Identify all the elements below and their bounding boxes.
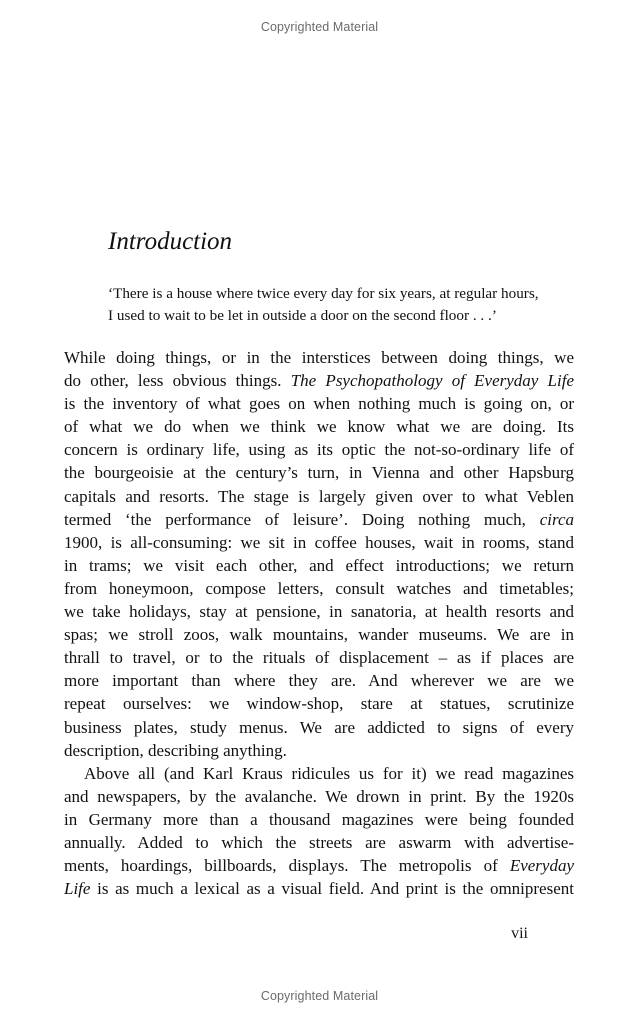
- body-line: of what we do when we think we know what we are doing. Its: [64, 417, 574, 437]
- body-line: termed ‘the performance of leisure’. Doing nothing much, circa: [64, 509, 574, 529]
- body-line: description, describing anything.: [64, 740, 287, 760]
- body-line: thrall to travel, or to the rituals of displacement – as if places are: [64, 648, 574, 668]
- body-line: do other, less obvious things. The Psychopathology of Everyday Life: [64, 371, 574, 391]
- body-line: annually. Added to which the streets are aswarm with advertise-: [64, 832, 574, 852]
- body-line: business plates, study menus. We are addicted to signs of every: [64, 717, 574, 737]
- epigraph-line: I used to wait to be let in outside a door on the second floor . . .’: [108, 307, 497, 324]
- body-line: in Germany more than a thousand magazines were being founded: [64, 809, 574, 829]
- body-line: ments, hoardings, billboards, displays. The metropolis of Everyday: [64, 856, 574, 876]
- body-line: repeat ourselves: we window-shop, stare at statues, scrutinize: [64, 694, 574, 714]
- book-title-emphasis: The Psychopathology of Everyday Life: [290, 371, 574, 391]
- chapter-title: Introduction: [108, 228, 233, 255]
- copyright-footer: Copyrighted Material: [260, 989, 379, 1003]
- italic-emphasis: circa: [539, 509, 574, 529]
- body-line: from honeymoon, compose letters, consult watches and timetables;: [64, 578, 574, 598]
- body-line: concern is ordinary life, using as its optic the not-so-ordinary life of: [64, 440, 574, 460]
- body-line: the bourgeoisie at the century’s turn, in Vienna and other Hapsburg: [64, 463, 574, 483]
- body-line: and newspapers, by the avalanche. We drown in print. By the 1920s: [64, 786, 574, 806]
- italic-emphasis: Everyday: [509, 856, 574, 876]
- body-line: 1900, is all-consuming: we sit in coffee houses, wait in rooms, stand: [64, 532, 574, 552]
- body-line: Life is as much a lexical as a visual field. And print is the omnipresent: [64, 879, 574, 899]
- body-line: is the inventory of what goes on when nothing much is going on, or: [64, 394, 574, 414]
- epigraph-line: ‘There is a house where twice every day for six years, at regular hours,: [108, 285, 539, 302]
- body-line: more important than where they are. And wherever we are we: [64, 671, 574, 691]
- page-number: vii: [511, 925, 528, 942]
- body-line: Above all (and Karl Kraus ridicules us for it) we read magazines: [84, 763, 574, 783]
- italic-emphasis: Life: [64, 879, 91, 899]
- body-line: we take holidays, stay at pensione, in sanatoria, at health resorts and: [64, 602, 574, 622]
- epigraph: [108, 283, 578, 327]
- body-line: in trams; we visit each other, and effect introductions; we return: [64, 555, 574, 575]
- body-line: capitals and resorts. The stage is largely given over to what Veblen: [64, 486, 574, 506]
- copyright-header: Copyrighted Material: [260, 20, 379, 34]
- body-line: spas; we stroll zoos, walk mountains, wander museums. We are in: [64, 625, 574, 645]
- body-text: [64, 346, 574, 900]
- body-line: While doing things, or in the interstices between doing things, we: [64, 348, 574, 367]
